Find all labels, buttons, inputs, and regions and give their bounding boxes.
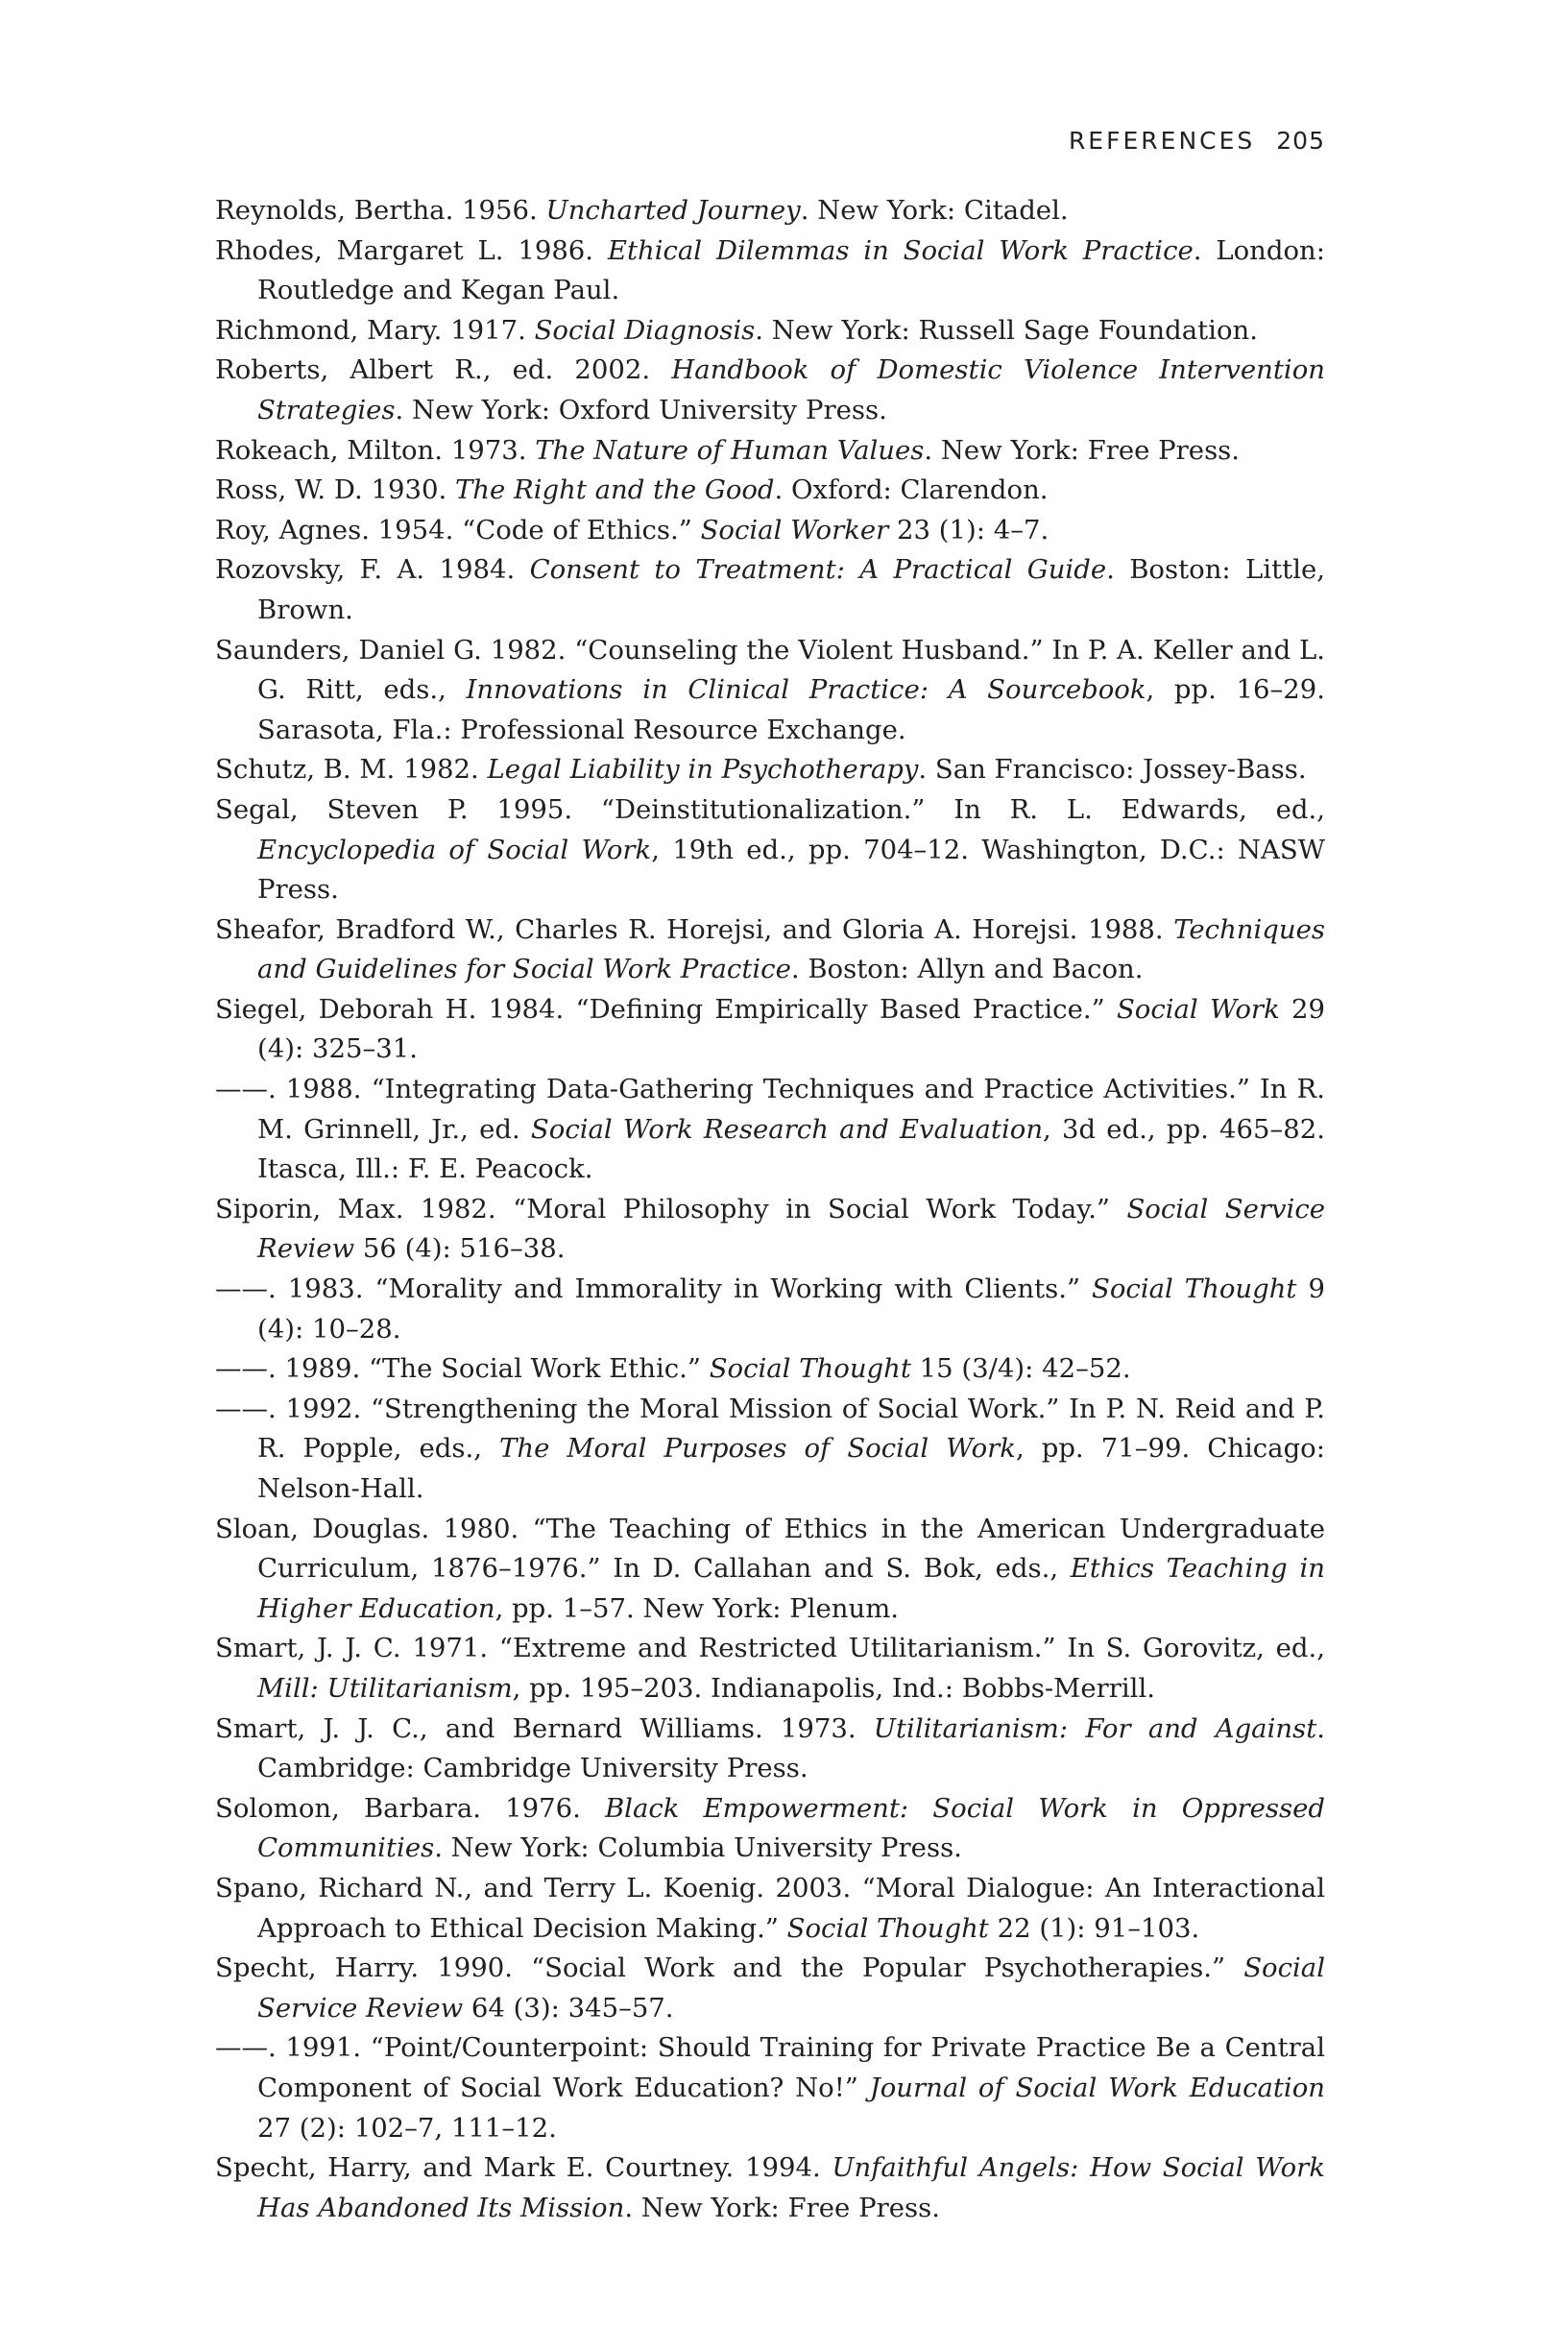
reference-title: Social Thought xyxy=(786,1912,989,1944)
reference-entry xyxy=(215,471,1325,511)
reference-entry xyxy=(215,790,1325,910)
reference-title: Utilitarianism: For and Against xyxy=(873,1712,1317,1744)
reference-details: . New York: Oxford University Press. xyxy=(395,394,887,425)
reference-details: 9 (4): 10–28. xyxy=(257,1273,1325,1345)
reference-title: The Moral Purposes of Social Work xyxy=(499,1433,1016,1465)
reference-entry xyxy=(215,1070,1325,1190)
reference-details: . Oxford: Clarendon. xyxy=(774,474,1049,506)
reference-details: 27 (2): 102–7, 111–12. xyxy=(257,2112,557,2144)
reference-entry xyxy=(215,191,1325,231)
reference-title: Social Work Research and Evaluation xyxy=(530,1113,1044,1145)
reference-title: Techniques and Guidelines for Social Work Practice xyxy=(257,913,1325,985)
reference-entry xyxy=(215,750,1325,790)
reference-text: Solomon, Barbara. 1976. xyxy=(215,1792,605,1824)
reference-text: Segal, Steven P. 1995. “Deinstitutionalization.” In R. L. Edwards, ed., xyxy=(215,793,1325,825)
reference-title: Consent to Treatment: A Practical Guide xyxy=(529,554,1107,586)
reference-entry xyxy=(215,1629,1325,1709)
reference-text: Schutz, B. M. 1982. xyxy=(215,754,488,786)
reference-entry xyxy=(215,2148,1325,2228)
reference-entry xyxy=(215,1709,1325,1789)
reference-entry xyxy=(215,1869,1325,1949)
reference-title: Social Thought xyxy=(1092,1273,1297,1305)
reference-text: Specht, Harry, and Mark E. Courtney. 1994. xyxy=(215,2152,832,2184)
reference-entry xyxy=(215,990,1325,1070)
reference-text: Rhodes, Margaret L. 1986. xyxy=(215,234,608,266)
reference-text: Roy, Agnes. 1954. “Code of Ethics.” xyxy=(215,514,701,546)
reference-text: Saunders, Daniel G. 1982. “Counseling the Violent Husband.” In P. A. Keller and L. G. Ritt, eds., xyxy=(215,634,1325,706)
reference-title: Black Empowerment: Social Work in Oppressed Communities xyxy=(257,1792,1325,1864)
reference-title: Handbook of Domestic Violence Intervention Strategies xyxy=(257,354,1325,425)
reference-details: , 19th ed., pp. 704–12. Washington, D.C.: NASW Press. xyxy=(257,834,1325,906)
reference-text: ——. 1991. “Point/Counterpoint: Should Training for Private Practice Be a Central Component of Social Work Education? No!” xyxy=(215,2032,1325,2103)
reference-entry xyxy=(215,511,1325,551)
reference-details: 22 (1): 91–103. xyxy=(988,1912,1200,1944)
running-head xyxy=(960,127,1325,155)
reference-title: Legal Liability in Psychotherapy xyxy=(487,754,919,786)
reference-details: . New York: Free Press. xyxy=(624,2192,940,2223)
reference-details: , pp. 1–57. New York: Plenum. xyxy=(495,1592,900,1624)
reference-text: Smart, J. J. C. 1971. “Extreme and Restricted Utilitarianism.” In S. Gorovitz, ed., xyxy=(215,1633,1325,1664)
reference-text: ——. 1988. “Integrating Data-Gathering Techniques and Practice Activities.” In R. M. Grinnell, Jr., ed. xyxy=(215,1074,1325,1145)
reference-title: Unfaithful Angels: How Social Work Has Abandoned Its Mission xyxy=(257,2152,1325,2223)
page-number: 205 xyxy=(1276,127,1325,155)
reference-details: , pp. 16–29. Sarasota, Fla.: Professional Resource Exchange. xyxy=(257,674,1325,745)
reference-entry xyxy=(215,550,1325,630)
reference-text: Siporin, Max. 1982. “Moral Philosophy in Social Work Today.” xyxy=(215,1193,1127,1224)
reference-details: 23 (1): 4–7. xyxy=(888,514,1049,546)
reference-details: 15 (3/4): 42–52. xyxy=(910,1353,1131,1385)
reference-entry xyxy=(215,1510,1325,1630)
reference-text: Roberts, Albert R., ed. 2002. xyxy=(215,354,672,386)
reference-text: Spano, Richard N., and Terry L. Koenig. 2003. “Moral Dialogue: An Interactional Approach to Ethical Decision Making.” xyxy=(215,1872,1325,1944)
reference-details: . London: Routledge and Kegan Paul. xyxy=(257,234,1326,306)
reference-title: Social Diagnosis xyxy=(534,314,756,346)
reference-text: Smart, J. J. C., and Bernard Williams. 1973. xyxy=(215,1712,874,1744)
reference-title: Ethics Teaching in Higher Education xyxy=(257,1553,1325,1624)
reference-details: . New York: Columbia University Press. xyxy=(434,1832,962,1864)
reference-entry xyxy=(215,231,1325,311)
reference-title: Ethical Dilemmas in Social Work Practice xyxy=(607,234,1194,266)
reference-details: , 3d ed., pp. 465–82. Itasca, Ill.: F. E. Peacock. xyxy=(257,1113,1325,1185)
reference-entry xyxy=(215,2028,1325,2148)
reference-list xyxy=(215,191,1325,2228)
reference-details: . New York: Citadel. xyxy=(800,195,1069,226)
reference-title: The Nature of Human Values xyxy=(535,434,925,466)
reference-entry xyxy=(215,351,1325,430)
reference-text: Specht, Harry. 1990. “Social Work and the Popular Psychotherapies.” xyxy=(215,1952,1244,1984)
reference-title: Encyclopedia of Social Work xyxy=(257,834,652,865)
reference-entry xyxy=(215,1349,1325,1390)
reference-details: . New York: Russell Sage Foundation. xyxy=(755,314,1258,346)
reference-details: . San Francisco: Jossey-Bass. xyxy=(918,754,1307,786)
reference-title: Social Worker xyxy=(700,514,889,546)
reference-details: 29 (4): 325–31. xyxy=(257,993,1326,1065)
section-title: REFERENCES xyxy=(1068,127,1256,155)
reference-title: Uncharted Journey xyxy=(545,195,801,226)
reference-details: . Boston: Allyn and Bacon. xyxy=(790,954,1144,985)
reference-details: 56 (4): 516–38. xyxy=(354,1233,566,1265)
reference-details: 64 (3): 345–57. xyxy=(463,1992,674,2024)
reference-details: . New York: Free Press. xyxy=(924,434,1241,466)
reference-text: Rokeach, Milton. 1973. xyxy=(215,434,536,466)
reference-text: ——. 1983. “Morality and Immorality in Working with Clients.” xyxy=(215,1273,1093,1305)
reference-text: Ross, W. D. 1930. xyxy=(215,474,455,506)
reference-details: , pp. 71–99. Chicago: Nelson-Hall. xyxy=(257,1433,1326,1504)
reference-text: ——. 1989. “The Social Work Ethic.” xyxy=(215,1353,710,1385)
reference-title: Social Work xyxy=(1116,993,1280,1025)
reference-details: . Boston: Little, Brown. xyxy=(257,554,1326,625)
reference-entry xyxy=(215,1789,1325,1869)
reference-title: Social Service Review xyxy=(257,1193,1325,1265)
reference-entry xyxy=(215,1390,1325,1510)
reference-text: Sheafor, Bradford W., Charles R. Horejsi, and Gloria A. Horejsi. 1988. xyxy=(215,913,1174,945)
reference-title: The Right and the Good xyxy=(454,474,775,506)
reference-entry xyxy=(215,910,1325,990)
reference-text: Reynolds, Bertha. 1956. xyxy=(215,195,546,226)
reference-entry xyxy=(215,631,1325,751)
reference-text: Siegel, Deborah H. 1984. “Defining Empirically Based Practice.” xyxy=(215,993,1117,1025)
reference-title: Social Thought xyxy=(709,1353,911,1385)
reference-entry xyxy=(215,311,1325,352)
reference-title: Innovations in Clinical Practice: A Sourcebook xyxy=(466,674,1146,706)
reference-entry xyxy=(215,1949,1325,2028)
reference-title: Social Service Review xyxy=(257,1952,1325,2024)
reference-text: Sloan, Douglas. 1980. “The Teaching of Ethics in the American Undergraduate Curriculum, 1876–1976.” In D. Callahan and S. Bok, eds., xyxy=(215,1513,1325,1585)
reference-title: Journal of Social Work Education xyxy=(869,2072,1325,2103)
reference-details: . Cambridge: Cambridge University Press. xyxy=(257,1712,1325,1784)
reference-entry xyxy=(215,431,1325,472)
reference-text: Richmond, Mary. 1917. xyxy=(215,314,535,346)
reference-entry xyxy=(215,1190,1325,1270)
reference-text: Rozovsky, F. A. 1984. xyxy=(215,554,530,586)
reference-title: Mill: Utilitarianism xyxy=(257,1672,513,1704)
reference-text: ——. 1992. “Strengthening the Moral Mission of Social Work.” In P. N. Reid and P. R. Popple, eds., xyxy=(215,1393,1325,1465)
reference-entry xyxy=(215,1270,1325,1349)
reference-details: , pp. 195–203. Indianapolis, Ind.: Bobbs-Merrill. xyxy=(512,1672,1156,1704)
